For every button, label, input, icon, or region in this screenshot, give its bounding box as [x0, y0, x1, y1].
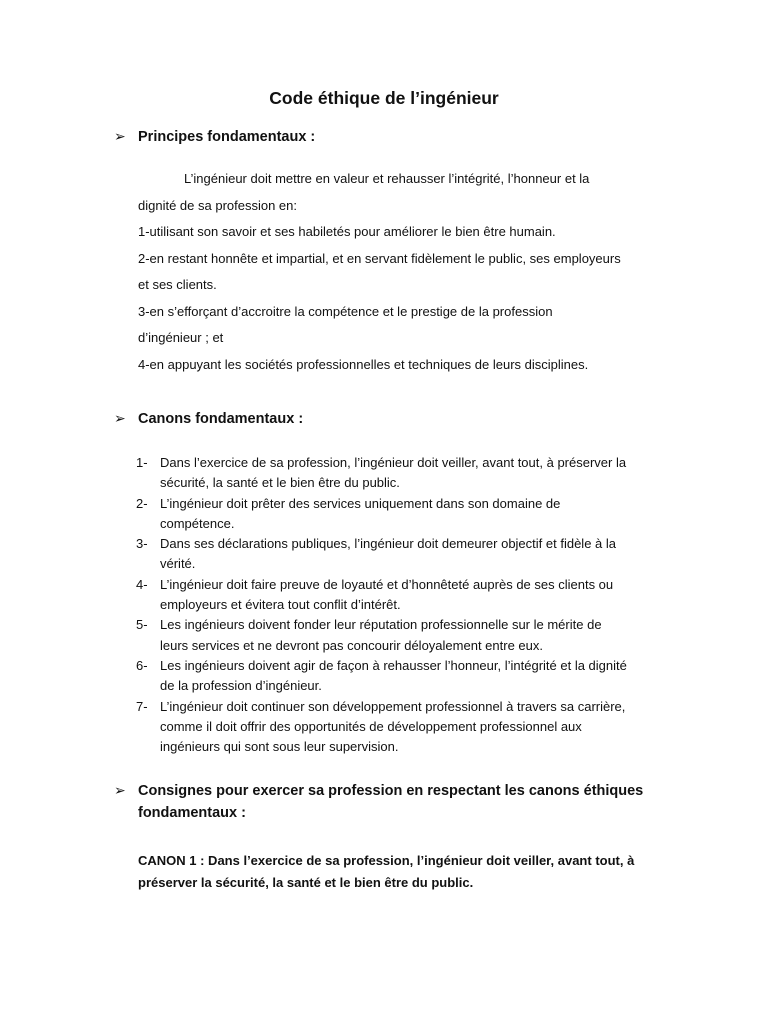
- list-item-line: de la profession d’ingénieur.: [160, 678, 322, 694]
- paragraph-line: dignité de sa profession en:: [138, 197, 297, 213]
- canons-list: [136, 453, 696, 757]
- list-item-line: compétence.: [160, 515, 235, 531]
- list-item: 4-en appuyant les sociétés professionnelles et techniques de leurs disciplines.: [138, 356, 589, 372]
- page-title: Code éthique de l’ingénieur: [269, 88, 499, 108]
- list-item: [136, 697, 696, 758]
- list-item-line: L’ingénieur doit prêter des services uniquement dans son domaine de: [160, 495, 561, 511]
- list-item-line: leurs services et ne devront pas concourir déloyalement entre eux.: [160, 637, 543, 653]
- list-item-continuation: d’ingénieur ; et: [138, 330, 224, 345]
- section-heading-text: Canons fondamentaux :: [138, 411, 304, 427]
- list-item-line: Dans l’exercice de sa profession, l’ingénieur doit veiller, avant tout, à préserver la: [160, 455, 627, 470]
- list-number: 5-: [136, 617, 148, 633]
- list-item: [136, 534, 696, 575]
- paragraph-line: L’ingénieur doit mettre en valeur et rehausser l’intégrité, l’honneur et la: [184, 171, 590, 186]
- list-number: 2-: [136, 495, 148, 511]
- list-item-line: ingénieurs qui sont sous leur supervision.: [160, 739, 399, 755]
- list-item: [136, 494, 696, 535]
- list-number: 1-: [136, 455, 148, 470]
- list-item: 2-en restant honnête et impartial, et en servant fidèlement le public, ses employeurs: [138, 250, 621, 266]
- paragraph-line: préserver la sécurité, la santé et le bien être du public.: [138, 875, 474, 890]
- list-item-line: Les ingénieurs doivent agir de façon à rehausser l’honneur, l’intégrité et la dignité: [160, 657, 627, 673]
- list-item-line: Les ingénieurs doivent fonder leur réputation professionnelle sur le mérite de: [160, 617, 602, 633]
- list-item: 1-utilisant son savoir et ses habiletés pour améliorer le bien être humain.: [138, 224, 556, 239]
- arrow-bullet-icon: ➢: [114, 782, 126, 798]
- list-item: [136, 453, 696, 494]
- arrow-bullet-icon: ➢: [114, 410, 126, 426]
- list-item-line: Dans ses déclarations publiques, l’ingénieur doit demeurer objectif et fidèle à la: [160, 536, 616, 552]
- canon-1-paragraph: [138, 850, 634, 894]
- list-number: 4-: [136, 576, 148, 592]
- list-item-line: L’ingénieur doit faire preuve de loyauté et d’honnêteté auprès de ses clients ou: [160, 576, 614, 592]
- list-item-continuation: et ses clients.: [138, 277, 217, 292]
- section-heading-text: Principes fondamentaux :: [138, 129, 316, 145]
- list-item-line: comme il doit offrir des opportunités de développement professionnel aux: [160, 718, 582, 734]
- list-item: 3-en s’efforçant d’accroitre la compétence et le prestige de la profession: [138, 303, 553, 319]
- section-heading-consignes: [114, 780, 643, 824]
- principes-paragraph: [138, 166, 698, 378]
- section-heading-text: Consignes pour exercer sa profession en respectant les canons éthiques: [138, 783, 644, 799]
- list-item-line: vérité.: [160, 556, 196, 572]
- section-heading-canons: [114, 408, 303, 430]
- list-number: 3-: [136, 536, 148, 552]
- list-number: 6-: [136, 657, 148, 673]
- arrow-bullet-icon: ➢: [114, 128, 126, 144]
- list-item-line: sécurité, la santé et le bien être du public.: [160, 475, 400, 491]
- list-item: [136, 656, 696, 697]
- list-number: 7-: [136, 698, 148, 714]
- list-item: [136, 615, 696, 656]
- section-heading-principes: [114, 126, 315, 148]
- section-heading-text: fondamentaux :: [138, 805, 246, 821]
- list-item: [136, 575, 696, 616]
- paragraph-line: CANON 1 : Dans l’exercice de sa profession, l’ingénieur doit veiller, avant tout, à: [138, 853, 635, 868]
- list-item-line: L’ingénieur doit continuer son développement professionnel à travers sa carrière,: [160, 698, 626, 714]
- list-item-line: employeurs et évitera tout conflit d’intérêt.: [160, 597, 401, 613]
